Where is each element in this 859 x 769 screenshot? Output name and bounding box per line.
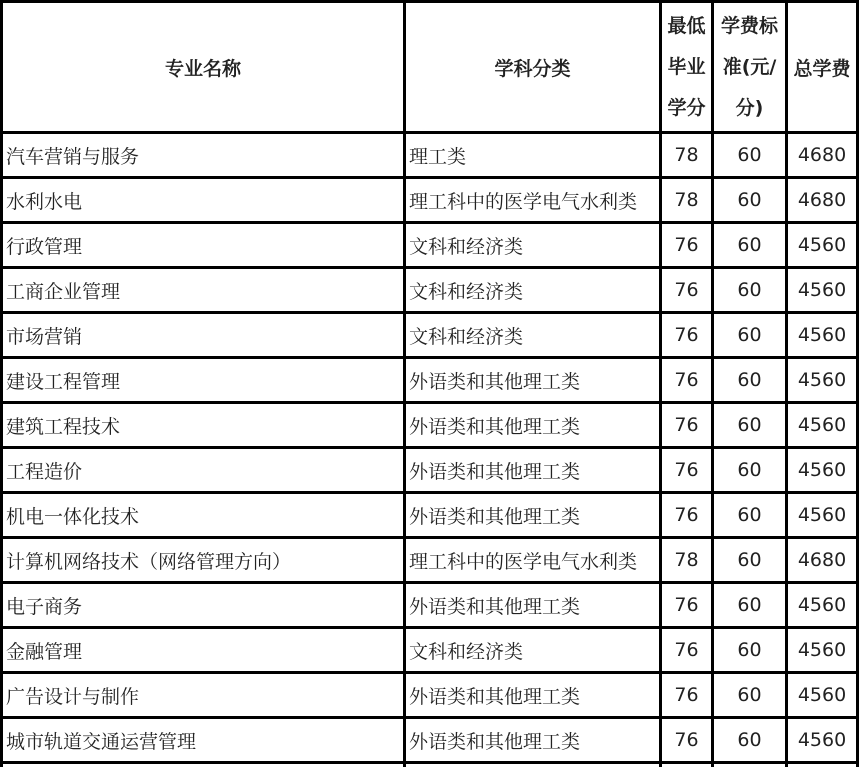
cell-fee: 60 xyxy=(714,494,788,539)
cell-category: 文科和经济类 xyxy=(406,269,662,314)
cell-fee: 60 xyxy=(714,584,788,629)
cell-fee: 60 xyxy=(714,269,788,314)
cell-major: 机电一体化技术 xyxy=(0,494,406,539)
cell-major: 工商企业管理 xyxy=(0,269,406,314)
cell-credits: 76 xyxy=(662,314,714,359)
cell-fee: 60 xyxy=(714,179,788,224)
cut-cell xyxy=(714,764,788,767)
table-row xyxy=(0,539,859,584)
cell-total: 4560 xyxy=(788,719,859,764)
cell-total: 4680 xyxy=(788,539,859,584)
table-row xyxy=(0,224,859,269)
cell-credits: 78 xyxy=(662,134,714,179)
header-row xyxy=(0,0,859,134)
cell-fee: 60 xyxy=(714,719,788,764)
cut-cell xyxy=(406,764,662,767)
cell-total: 4680 xyxy=(788,134,859,179)
cell-credits: 76 xyxy=(662,629,714,674)
cell-fee: 60 xyxy=(714,359,788,404)
table-row xyxy=(0,359,859,404)
cell-total: 4560 xyxy=(788,584,859,629)
table-row xyxy=(0,584,859,629)
cell-major: 市场营销 xyxy=(0,314,406,359)
cell-total: 4560 xyxy=(788,404,859,449)
header-fee-standard: 学费标准(元/分) xyxy=(714,0,788,134)
cut-cell xyxy=(662,764,714,767)
cell-category: 外语类和其他理工类 xyxy=(406,719,662,764)
cell-total: 4560 xyxy=(788,359,859,404)
cell-credits: 76 xyxy=(662,359,714,404)
table-row xyxy=(0,674,859,719)
table-row xyxy=(0,134,859,179)
cell-credits: 76 xyxy=(662,719,714,764)
table-row xyxy=(0,449,859,494)
cell-fee: 60 xyxy=(714,539,788,584)
cell-fee: 60 xyxy=(714,404,788,449)
cell-fee: 60 xyxy=(714,449,788,494)
cell-credits: 76 xyxy=(662,224,714,269)
cell-category: 文科和经济类 xyxy=(406,314,662,359)
cell-total: 4560 xyxy=(788,674,859,719)
cell-credits: 76 xyxy=(662,494,714,539)
cut-cell xyxy=(788,764,859,767)
cell-category: 理工类 xyxy=(406,134,662,179)
header-total-fee: 总学费 xyxy=(788,0,859,134)
cell-major: 广告设计与制作 xyxy=(0,674,406,719)
cell-major: 汽车营销与服务 xyxy=(0,134,406,179)
cell-fee: 60 xyxy=(714,314,788,359)
table-row xyxy=(0,179,859,224)
cell-fee: 60 xyxy=(714,629,788,674)
cell-major: 建筑工程技术 xyxy=(0,404,406,449)
cell-category: 外语类和其他理工类 xyxy=(406,449,662,494)
cell-major: 金融管理 xyxy=(0,629,406,674)
cell-major: 建设工程管理 xyxy=(0,359,406,404)
cell-category: 理工科中的医学电气水利类 xyxy=(406,179,662,224)
cell-category: 外语类和其他理工类 xyxy=(406,584,662,629)
cell-fee: 60 xyxy=(714,134,788,179)
table-row xyxy=(0,629,859,674)
header-category: 学科分类 xyxy=(406,0,662,134)
cell-category: 外语类和其他理工类 xyxy=(406,359,662,404)
cell-total: 4680 xyxy=(788,179,859,224)
cell-category: 外语类和其他理工类 xyxy=(406,674,662,719)
table-row xyxy=(0,494,859,539)
table-row xyxy=(0,269,859,314)
cell-total: 4560 xyxy=(788,314,859,359)
table-row xyxy=(0,719,859,764)
cell-total: 4560 xyxy=(788,449,859,494)
table-row xyxy=(0,404,859,449)
cell-total: 4560 xyxy=(788,269,859,314)
cell-category: 外语类和其他理工类 xyxy=(406,404,662,449)
cell-major: 电子商务 xyxy=(0,584,406,629)
cell-category: 文科和经济类 xyxy=(406,629,662,674)
cell-total: 4560 xyxy=(788,629,859,674)
cell-total: 4560 xyxy=(788,494,859,539)
cell-credits: 76 xyxy=(662,404,714,449)
cell-fee: 60 xyxy=(714,674,788,719)
cell-total: 4560 xyxy=(788,224,859,269)
cell-credits: 76 xyxy=(662,674,714,719)
cell-category: 外语类和其他理工类 xyxy=(406,494,662,539)
cell-category: 文科和经济类 xyxy=(406,224,662,269)
cell-category: 理工科中的医学电气水利类 xyxy=(406,539,662,584)
cell-credits: 76 xyxy=(662,449,714,494)
header-major: 专业名称 xyxy=(0,0,406,134)
cell-major: 水利水电 xyxy=(0,179,406,224)
cell-credits: 78 xyxy=(662,179,714,224)
cell-credits: 78 xyxy=(662,539,714,584)
cell-major: 行政管理 xyxy=(0,224,406,269)
partial-row xyxy=(0,764,859,767)
cell-credits: 76 xyxy=(662,269,714,314)
cell-major: 计算机网络技术（网络管理方向） xyxy=(0,539,406,584)
cell-major: 城市轨道交通运营管理 xyxy=(0,719,406,764)
cut-cell xyxy=(0,764,406,767)
cell-major: 工程造价 xyxy=(0,449,406,494)
cell-credits: 76 xyxy=(662,584,714,629)
header-min-credits: 最低毕业学分 xyxy=(662,0,714,134)
table-row xyxy=(0,314,859,359)
cell-fee: 60 xyxy=(714,224,788,269)
